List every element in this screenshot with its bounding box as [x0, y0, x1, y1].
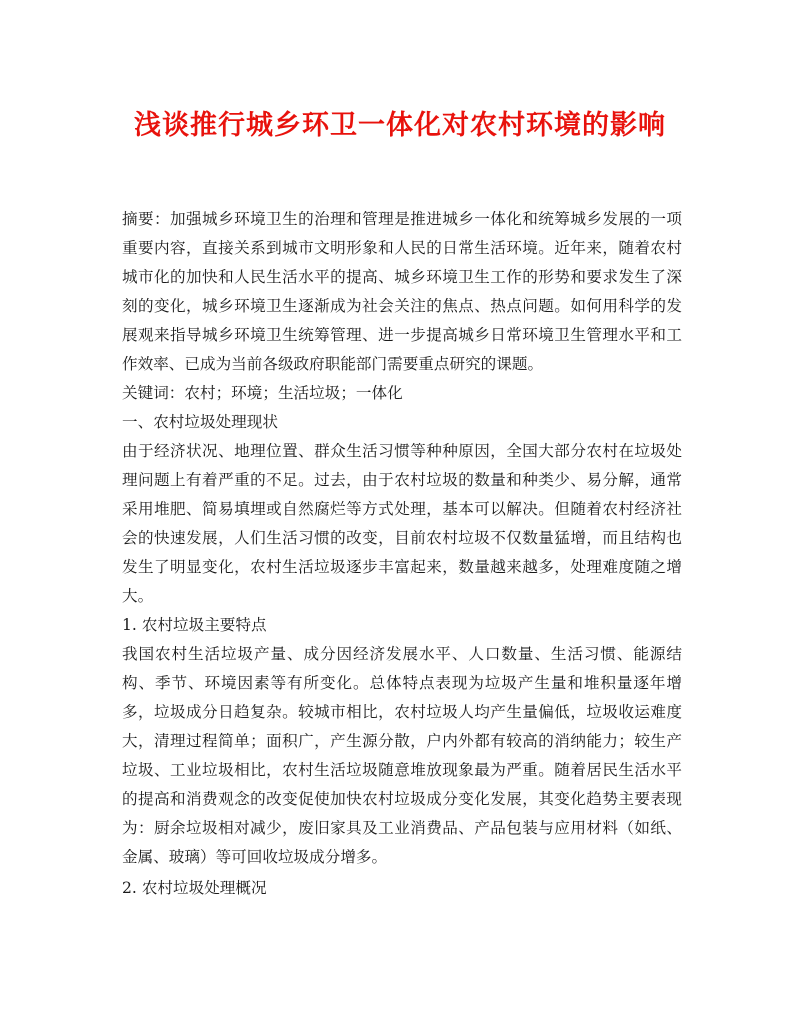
keywords-line: 关键词：农村；环境；生活垃圾；一体化: [122, 384, 403, 402]
document-title: 浅谈推行城乡环卫一体化对农村环境的影响: [134, 110, 666, 141]
subsection-heading: 1. 农村垃圾主要特点: [122, 616, 267, 634]
body-paragraph: 我国农村生活垃圾产量、成分因经济发展水平、人口数量、生活习惯、能源结构、季节、环境因素等有所变化。总体特点表现为垃圾产生量和堆积量逐年增多，垃圾成分日趋复杂。较城市相比，农村垃圾人均产生量偏低，垃圾收运难度大，清理过程简单；面积广，产生源分散，户内外都有较高的消纳能力；较生产垃圾、工业垃圾相比，农村生活垃圾随意堆放现象最为严重。随着居民生活水平的提高和消费观念的改变促使加快农村垃圾成分变化发展，其变化趋势主要表现为：厨余垃圾相对减少，废旧家具及工业消费品、产品包装与应用材料（如纸、金属、玻璃）等可回收垃圾成分增多。: [122, 645, 682, 866]
section-heading: 一、农村垃圾处理现状: [122, 413, 278, 431]
body-paragraph: 由于经济状况、地理位置、群众生活习惯等种种原因，全国大部分农村在垃圾处理问题上有着严重的不足。过去，由于农村垃圾的数量和种类少、易分解，通常采用堆肥、简易填埋或自然腐烂等方式处理，基本可以解决。但随着农村经济社会的快速发展，人们生活习惯的改变，目前农村垃圾不仅数量猛增，而且结构也发生了明显变化，农村生活垃圾逐步丰富起来，数量越来越多，处理难度随之增大。: [122, 442, 682, 605]
abstract-paragraph: 摘要：加强城乡环境卫生的治理和管理是推进城乡一体化和统筹城乡发展的一项重要内容，直接关系到城市文明形象和人民的日常生活环境。近年来，随着农村城市化的加快和人民生活水平的提高、城乡环境卫生工作的形势和要求发生了深刻的变化，城乡环境卫生逐渐成为社会关注的焦点、热点问题。如何用科学的发展观来指导城乡环境卫生统筹管理、进一步提高城乡日常环境卫生管理水平和工作效率、已成为当前各级政府职能部门需要重点研究的课题。: [122, 210, 682, 373]
document-body: [122, 205, 682, 903]
subsection-heading: 2. 农村垃圾处理概况: [122, 879, 267, 897]
